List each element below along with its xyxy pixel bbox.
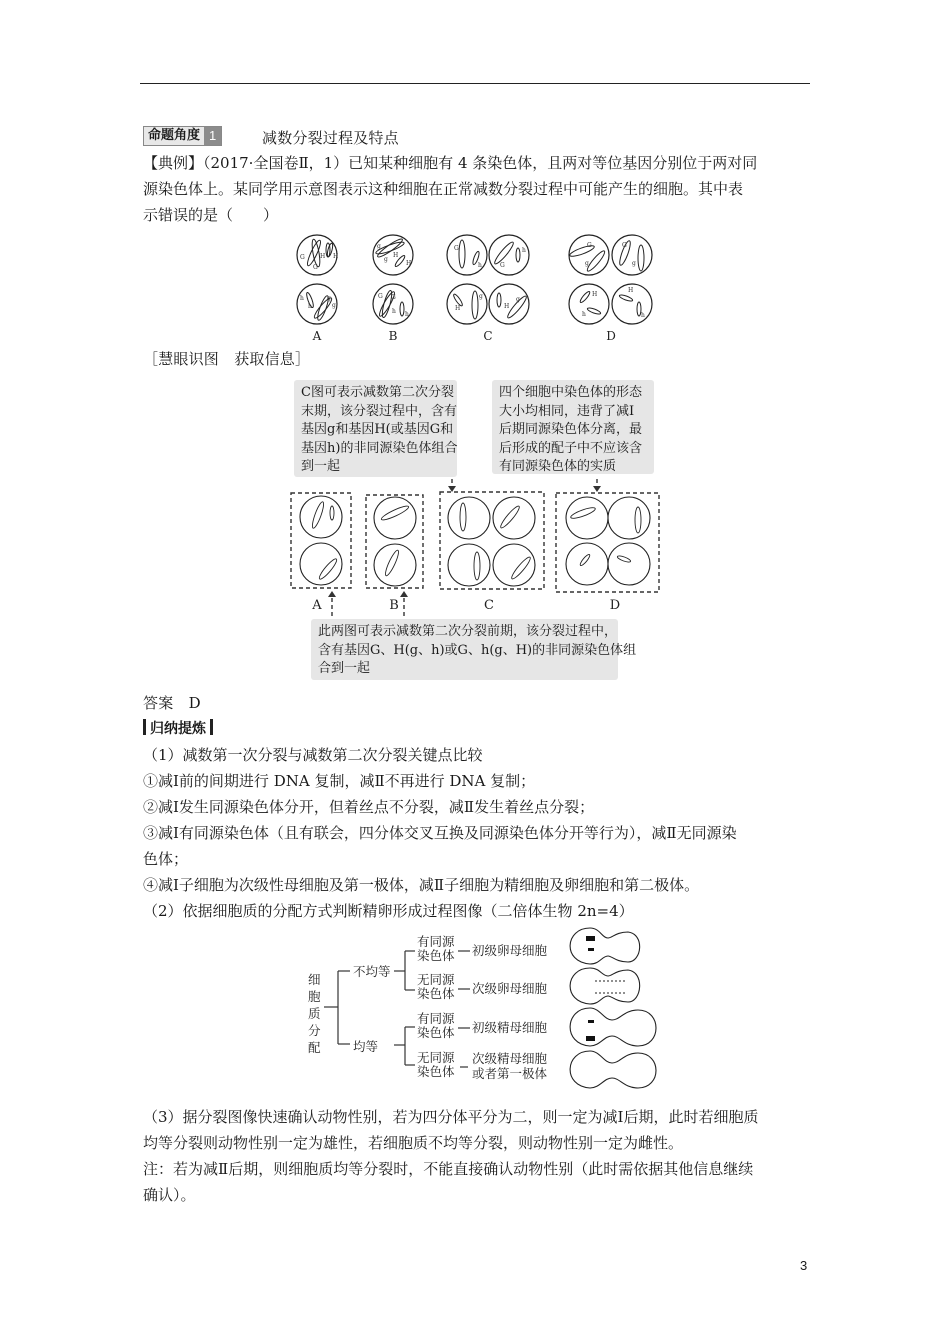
svg-text:质: 质 (308, 1006, 321, 1021)
insight-heading: ［慧眼识图 获取信息］ (143, 350, 311, 368)
svg-text:h: h (478, 262, 482, 269)
point3-line: 均等分裂则动物性别一定为雄性，若细胞质不均等分裂，则动物性别一定为雌性。 (143, 1134, 684, 1152)
option-label-b: B (388, 329, 398, 343)
svg-text:g: g (516, 296, 520, 303)
svg-text:无同源: 无同源 (417, 1050, 455, 1065)
svg-text:g: g (384, 256, 388, 263)
answer (143, 690, 201, 716)
example-question (143, 150, 813, 228)
svg-text:次级卵母细胞: 次级卵母细胞 (472, 981, 548, 996)
callout-line: 到一起 (301, 459, 341, 474)
callout-line: 此两图可表示减数第二次分裂前期，该分裂过程中， (318, 624, 618, 639)
summary-point3 (143, 1104, 813, 1208)
note-line: 确认）。 (143, 1186, 196, 1204)
svg-text:无同源: 无同源 (417, 972, 455, 987)
option-label-d: D (606, 329, 616, 343)
svg-text:或者第一极体: 或者第一极体 (472, 1066, 548, 1081)
callout-line: 后期同源染色体分离，最 (499, 422, 643, 437)
svg-text:H: H (504, 303, 510, 310)
svg-text:G: G (454, 245, 459, 252)
section-title: 减数分裂过程及特点 (262, 129, 399, 147)
callout-line: 基因h)的非同源染色体组合 (301, 440, 458, 456)
answer-label: 答案 (143, 694, 174, 712)
svg-text:H: H (628, 287, 634, 294)
callout-options-ab (311, 619, 637, 680)
header-rule (140, 83, 810, 84)
svg-text:g: g (332, 302, 336, 309)
svg-text:分: 分 (308, 1023, 321, 1038)
callout-line: C图可表示减数第二次分裂 (301, 385, 454, 400)
callout-line: 大小均相同，违背了减Ⅰ (499, 403, 635, 419)
svg-text:有同源: 有同源 (417, 1011, 455, 1026)
svg-text:H: H (592, 291, 598, 298)
question-line: 源染色体上。某同学用示意图表示这种细胞在正常减数分裂过程中可能产生的细胞。其中表 (143, 180, 744, 198)
callout-line: 四个细胞中染色体的形态 (499, 385, 643, 400)
svg-text:h: h (522, 247, 526, 254)
summary-points (143, 742, 813, 924)
svg-text:G: G (313, 264, 318, 271)
svg-text:G: G (378, 293, 383, 300)
svg-text:G: G (500, 262, 505, 269)
question-line: 【典例】（2017·全国卷Ⅱ，1）已知某种细胞有 4 条染色体，且两对等位基因分别位于两对同 (143, 154, 758, 172)
svg-text:不均等: 不均等 (353, 964, 391, 979)
point-title: （1）减数第一次分裂与减数第二次分裂关键点比较 (143, 746, 483, 764)
point-item: ②减Ⅰ发生同源染色体分开，但着丝点不分裂，减Ⅱ发生着丝点分裂； (143, 798, 595, 816)
section-tag (143, 126, 222, 146)
point-item: ①减Ⅰ前的间期进行 DNA 复制，减Ⅱ不再进行 DNA 复制； (143, 772, 536, 790)
section-tag-number: 1 (204, 127, 221, 145)
callout-option-d (492, 380, 654, 474)
callout-line: 有同源染色体的实质 (499, 459, 617, 474)
point-item: ④减Ⅰ子细胞为次级性母细胞及第一极体，减Ⅱ子细胞为精细胞及卵细胞和第二极体。 (143, 876, 700, 894)
svg-text:H: H (333, 253, 339, 260)
svg-text:均等: 均等 (353, 1039, 379, 1054)
options-figure (280, 228, 680, 348)
heading-bar-left (143, 719, 146, 735)
svg-text:胞: 胞 (308, 989, 321, 1004)
section-tag-label: 命题角度 (144, 127, 204, 145)
svg-text:G: G (391, 294, 396, 301)
summary-heading (139, 718, 217, 738)
svg-text:g: g (327, 295, 331, 302)
svg-text:初级精母细胞: 初级精母细胞 (472, 1020, 548, 1035)
svg-text:h: h (392, 308, 396, 315)
note-line: 注：若为减Ⅱ后期，则细胞质均等分裂时，不能直接确认动物性别（此时需依据其他信息继续 (143, 1160, 754, 1178)
svg-text:染色体: 染色体 (417, 1025, 455, 1040)
summary-heading-text: 归纳提炼 (150, 721, 206, 737)
svg-text:h: h (300, 295, 304, 302)
point-title: （2）依据细胞质的分配方式判断精卵形成过程图像（二倍体生物 2n=4） (143, 902, 634, 920)
callout-line: 基因g和基因H(或基因G和 (301, 422, 454, 437)
option-label-c: C (483, 329, 493, 343)
svg-text:染色体: 染色体 (417, 1064, 455, 1079)
svg-text:H: H (393, 252, 399, 259)
answer-value: D (188, 694, 201, 712)
svg-text:h: h (405, 311, 409, 318)
svg-text:染色体: 染色体 (417, 948, 455, 963)
svg-text:H: H (406, 260, 412, 267)
option-label-c: C (484, 598, 494, 613)
callout-line: 合到一起 (318, 661, 371, 676)
cytoplasm-division-tree (290, 920, 670, 1100)
svg-text:h: h (308, 303, 312, 310)
svg-text:g: g (585, 260, 589, 267)
svg-text:有同源: 有同源 (417, 934, 455, 949)
point3-line: （3）据分裂图像快速确认动物性别，若为四分体平分为二，则一定为减Ⅰ后期，此时若细胞质 (143, 1108, 759, 1126)
option-label-b: B (389, 598, 399, 613)
svg-text:次级精母细胞: 次级精母细胞 (472, 1051, 548, 1066)
option-label-a: A (312, 329, 322, 343)
svg-text:H: H (320, 253, 326, 260)
callout-line: 末期，该分裂过程中，含有 (301, 403, 458, 419)
annotated-figure (285, 475, 665, 625)
option-label-a: A (312, 598, 322, 613)
page-number: 3 (800, 1258, 808, 1273)
svg-text:g: g (632, 260, 636, 267)
svg-text:h: h (582, 311, 586, 318)
svg-text:g: g (479, 293, 483, 300)
point-item: ③减Ⅰ有同源染色体（且有联会，四分体交叉互换及同源染色体分开等行为），减Ⅱ无同源染 (143, 824, 737, 842)
svg-text:初级卵母细胞: 初级卵母细胞 (472, 943, 548, 958)
callout-line: 后形成的配子中不应该含 (499, 440, 643, 456)
svg-text:染色体: 染色体 (417, 986, 455, 1001)
svg-text:G: G (622, 242, 627, 249)
svg-text:H: H (455, 305, 461, 312)
svg-text:细: 细 (308, 972, 321, 987)
svg-text:g: g (377, 243, 381, 250)
callout-line: 含有基因G、H(g、h)或G、h(g、H)的非同源染色体组 (318, 642, 637, 658)
svg-text:G: G (300, 254, 305, 261)
point-item: 色体； (143, 850, 189, 868)
svg-text:G: G (587, 242, 592, 249)
svg-text:h: h (641, 312, 645, 319)
question-line: 示错误的是（ ） (143, 206, 279, 224)
callout-option-c (294, 380, 457, 477)
svg-text:配: 配 (308, 1040, 321, 1055)
option-label-d: D (609, 598, 621, 613)
heading-bar-right (210, 719, 213, 735)
